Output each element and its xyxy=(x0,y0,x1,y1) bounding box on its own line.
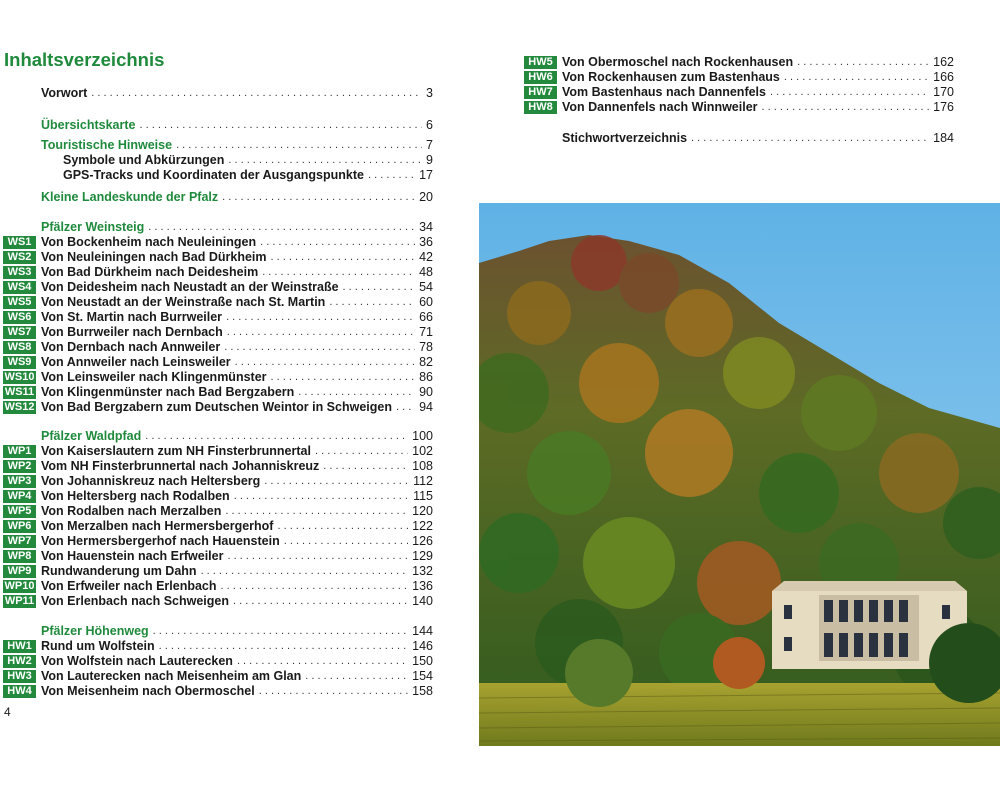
dot-leader xyxy=(221,579,409,594)
toc-entry-title: Vom Bastenhaus nach Dannenfels xyxy=(562,85,766,99)
dot-leader xyxy=(784,70,929,85)
toc-entry-title: Von Hermersbergerhof nach Hauenstein xyxy=(41,534,280,548)
toc-entry-title: Von St. Martin nach Burrweiler xyxy=(41,310,223,324)
route-code-badge: WP1 xyxy=(3,445,36,458)
dot-leader xyxy=(298,385,415,400)
toc-entry-title: Vom NH Finsterbrunnertal nach Johanniskreuz xyxy=(41,459,320,473)
toc-entry-title: Von Kaiserslautern zum NH Finsterbrunnertal xyxy=(41,444,311,458)
toc-entry-title: Von Bockenheim nach Neuleiningen xyxy=(41,235,257,249)
toc-page-number: 20 xyxy=(419,190,433,204)
toc-page-number: 66 xyxy=(419,310,433,324)
toc-entry[interactable] xyxy=(41,280,433,295)
toc-entry[interactable] xyxy=(41,654,433,669)
route-code-badge: WS8 xyxy=(3,341,36,354)
toc-entry-title: Von Rodalben nach Merzalben xyxy=(41,504,222,518)
route-code-badge: WS6 xyxy=(3,311,36,324)
toc-entry-title: Übersichtskarte xyxy=(41,118,136,132)
toc-entry[interactable] xyxy=(63,153,433,168)
toc-heading: Inhaltsverzeichnis xyxy=(4,49,165,70)
toc-entry-title: Von Klingenmünster nach Bad Bergzabern xyxy=(41,385,295,399)
toc-page-number: 158 xyxy=(412,684,433,698)
toc-page-number: 176 xyxy=(933,100,954,114)
dot-leader xyxy=(233,594,408,609)
route-code-badge: WS9 xyxy=(3,356,36,369)
route-code-badge: WS11 xyxy=(4,386,35,398)
toc-entry[interactable] xyxy=(41,400,433,415)
dot-leader xyxy=(148,220,415,235)
toc-entry[interactable] xyxy=(41,250,433,265)
toc-page-number: 48 xyxy=(419,265,433,279)
toc-entry-title: Von Bad Bergzabern zum Deutschen Weintor in Schweigen xyxy=(41,400,392,414)
route-code-badge: WP2 xyxy=(3,460,36,473)
route-code-badge: HW1 xyxy=(3,640,36,653)
route-code-badge: HW6 xyxy=(524,71,557,84)
toc-page-number: 170 xyxy=(933,85,954,99)
toc-page-number: 54 xyxy=(419,280,433,294)
toc-entry-title: Von Neustadt an der Weinstraße nach St. Martin xyxy=(41,295,326,309)
toc-page-number: 126 xyxy=(412,534,433,548)
toc-entry-title: Touristische Hinweise xyxy=(41,138,173,152)
toc-page-number: 184 xyxy=(933,131,954,145)
dot-leader xyxy=(234,489,409,504)
toc-entry-title: Von Dannenfels nach Winnweiler xyxy=(562,100,758,114)
toc-entry-title: Von Rockenhausen zum Bastenhaus xyxy=(562,70,780,84)
route-code-badge: WP6 xyxy=(3,520,36,533)
toc-page-number: 146 xyxy=(412,639,433,653)
toc-page-number: 108 xyxy=(412,459,433,473)
toc-entry-title: Von Bad Dürkheim nach Deidesheim xyxy=(41,265,259,279)
dot-leader xyxy=(159,639,408,654)
dot-leader xyxy=(260,235,415,250)
toc-page-number: 129 xyxy=(412,549,433,563)
toc-entry[interactable] xyxy=(41,325,433,340)
route-code-badge: WP4 xyxy=(3,490,36,503)
toc-page-number: 144 xyxy=(412,624,433,638)
toc-entry[interactable] xyxy=(562,85,954,100)
toc-entry[interactable] xyxy=(63,168,433,183)
toc-page-number: 82 xyxy=(419,355,433,369)
route-code-badge: HW3 xyxy=(3,670,36,683)
toc-page-number: 7 xyxy=(426,138,433,152)
toc-entry[interactable] xyxy=(41,534,433,549)
toc-page-number: 90 xyxy=(419,385,433,399)
route-code-badge: HW5 xyxy=(524,56,557,69)
dot-leader xyxy=(368,168,415,183)
toc-entry-title: Von Erlenbach nach Schweigen xyxy=(41,594,230,608)
toc-entry[interactable] xyxy=(41,295,433,310)
landscape-photo xyxy=(479,203,1000,746)
dot-leader xyxy=(329,295,415,310)
toc-entry-title: Von Meisenheim nach Obermoschel xyxy=(41,684,255,698)
toc-entry[interactable] xyxy=(41,86,433,101)
dot-leader xyxy=(222,190,415,205)
toc-entry[interactable] xyxy=(41,118,433,133)
toc-entry[interactable] xyxy=(41,459,433,474)
route-code-badge: HW2 xyxy=(3,655,36,668)
dot-leader xyxy=(396,400,415,415)
dot-leader xyxy=(770,85,929,100)
dot-leader xyxy=(140,118,423,133)
toc-entry-title: Symbole und Abkürzungen xyxy=(63,153,225,167)
route-code-badge: WP8 xyxy=(3,550,36,563)
dot-leader xyxy=(262,265,415,280)
dot-leader xyxy=(343,280,416,295)
toc-entry-title: Von Annweiler nach Leinsweiler xyxy=(41,355,231,369)
toc-entry-title: Von Leinsweiler nach Klingenmünster xyxy=(41,370,267,384)
dot-leader xyxy=(91,86,422,101)
toc-entry-title: Vorwort xyxy=(41,86,88,100)
toc-entry-title: Von Wolfstein nach Lauterecken xyxy=(41,654,233,668)
toc-page-number: 166 xyxy=(933,70,954,84)
dot-leader xyxy=(225,504,408,519)
dot-leader xyxy=(305,669,408,684)
route-code-badge: WS1 xyxy=(3,236,36,249)
dot-leader xyxy=(227,325,415,340)
page-number: 4 xyxy=(4,705,11,719)
route-code-badge: HW8 xyxy=(524,101,557,114)
toc-page-number: 34 xyxy=(419,220,433,234)
toc-page-number: 150 xyxy=(412,654,433,668)
toc-entry[interactable] xyxy=(41,370,433,385)
toc-entry-title: Von Johanniskreuz nach Heltersberg xyxy=(41,474,261,488)
toc-entry[interactable] xyxy=(41,444,433,459)
toc-page-number: 102 xyxy=(412,444,433,458)
toc-page-number: 115 xyxy=(413,489,433,503)
toc-page-number: 78 xyxy=(419,340,433,354)
route-code-badge: WP3 xyxy=(3,475,36,488)
route-code-badge: WS10 xyxy=(4,371,35,383)
toc-entry[interactable] xyxy=(41,639,433,654)
dot-leader xyxy=(224,340,415,355)
dot-leader xyxy=(259,684,408,699)
toc-entry[interactable] xyxy=(562,100,954,115)
toc-entry[interactable] xyxy=(562,131,954,146)
toc-page-number: 140 xyxy=(412,594,433,608)
toc-entry-title: Rundwanderung um Dahn xyxy=(41,564,197,578)
toc-page-number: 132 xyxy=(412,564,433,578)
toc-entry[interactable] xyxy=(41,669,433,684)
dot-leader xyxy=(797,55,929,70)
toc-page-number: 3 xyxy=(426,86,433,100)
dot-leader xyxy=(235,355,415,370)
toc-page-number: 60 xyxy=(419,295,433,309)
toc-entry-title: Stichwortverzeichnis xyxy=(562,131,688,145)
route-code-badge: WS4 xyxy=(3,281,36,294)
toc-page-number: 17 xyxy=(419,168,433,182)
toc-entry[interactable] xyxy=(41,340,433,355)
toc-entry[interactable] xyxy=(41,355,433,370)
toc-entry[interactable] xyxy=(41,489,433,504)
route-code-badge: WP5 xyxy=(3,505,36,518)
route-code-badge: WP10 xyxy=(4,580,35,592)
toc-page-number: 71 xyxy=(419,325,433,339)
toc-page-number: 100 xyxy=(412,429,433,443)
toc-page-number: 86 xyxy=(419,370,433,384)
toc-page-number: 9 xyxy=(426,153,433,167)
dot-leader xyxy=(315,444,408,459)
toc-entry[interactable] xyxy=(41,549,433,564)
dot-leader xyxy=(145,429,408,444)
toc-entry[interactable] xyxy=(41,594,433,609)
toc-entry[interactable] xyxy=(41,220,433,235)
toc-entry-title: Pfälzer Höhenweg xyxy=(41,624,149,638)
route-code-badge: WS3 xyxy=(3,266,36,279)
toc-page-number: 42 xyxy=(419,250,433,264)
dot-leader xyxy=(691,131,929,146)
toc-entry-title: Von Lauterecken nach Meisenheim am Glan xyxy=(41,669,302,683)
toc-entry-title: Rund um Wolfstein xyxy=(41,639,155,653)
toc-entry[interactable] xyxy=(41,190,433,205)
toc-entry-title: Von Erfweiler nach Erlenbach xyxy=(41,579,217,593)
toc-page-number: 6 xyxy=(426,118,433,132)
toc-entry-title: Von Neuleiningen nach Bad Dürkheim xyxy=(41,250,267,264)
toc-entry[interactable] xyxy=(41,385,433,400)
route-code-badge: WS5 xyxy=(3,296,36,309)
route-code-badge: HW7 xyxy=(524,86,557,99)
toc-entry-title: Von Dernbach nach Annweiler xyxy=(41,340,221,354)
dot-leader xyxy=(271,250,416,265)
toc-entry[interactable] xyxy=(41,265,433,280)
dot-leader xyxy=(227,549,408,564)
toc-entry[interactable] xyxy=(41,310,433,325)
dot-leader xyxy=(237,654,408,669)
dot-leader xyxy=(153,624,408,639)
toc-entry[interactable] xyxy=(562,55,954,70)
dot-leader xyxy=(762,100,930,115)
route-code-badge: WS2 xyxy=(3,251,36,264)
toc-page-number: 120 xyxy=(412,504,433,518)
route-code-badge: WP11 xyxy=(4,595,35,607)
dot-leader xyxy=(264,474,409,489)
toc-entry-title: GPS-Tracks und Koordinaten der Ausgangspunkte xyxy=(63,168,364,182)
toc-entry-title: Von Deidesheim nach Neustadt an der Weinstraße xyxy=(41,280,339,294)
toc-entry[interactable] xyxy=(41,504,433,519)
dot-leader xyxy=(323,459,408,474)
dot-leader xyxy=(226,310,415,325)
toc-entry-title: Kleine Landeskunde der Pfalz xyxy=(41,190,219,204)
toc-entry[interactable] xyxy=(41,684,433,699)
route-code-badge: WS12 xyxy=(4,401,35,413)
dot-leader xyxy=(284,534,408,549)
toc-entry[interactable] xyxy=(41,519,433,534)
dot-leader xyxy=(176,138,422,153)
dot-leader xyxy=(201,564,409,579)
toc-entry[interactable] xyxy=(41,579,433,594)
toc-entry-title: Pfälzer Weinsteig xyxy=(41,220,145,234)
toc-page-number: 36 xyxy=(419,235,433,249)
dot-leader xyxy=(277,519,408,534)
dot-leader xyxy=(228,153,422,168)
toc-entry[interactable] xyxy=(41,138,433,153)
route-code-badge: WP7 xyxy=(3,535,36,548)
dot-leader xyxy=(271,370,416,385)
toc-entry-title: Pfälzer Waldpfad xyxy=(41,429,142,443)
toc-page-number: 112 xyxy=(413,474,433,488)
toc-entry-title: Von Burrweiler nach Dernbach xyxy=(41,325,223,339)
toc-entry[interactable] xyxy=(562,70,954,85)
toc-page-number: 136 xyxy=(412,579,433,593)
toc-entry-title: Von Merzalben nach Hermersbergerhof xyxy=(41,519,274,533)
toc-entry[interactable] xyxy=(41,624,433,639)
toc-page-number: 122 xyxy=(412,519,433,533)
route-code-badge: HW4 xyxy=(3,685,36,698)
toc-page-number: 154 xyxy=(412,669,433,683)
toc-entry[interactable] xyxy=(41,235,433,250)
toc-entry-title: Von Heltersberg nach Rodalben xyxy=(41,489,230,503)
route-code-badge: WS7 xyxy=(3,326,36,339)
toc-entry[interactable] xyxy=(41,429,433,444)
toc-entry-title: Von Hauenstein nach Erfweiler xyxy=(41,549,224,563)
toc-entry[interactable] xyxy=(41,564,433,579)
toc-page-number: 162 xyxy=(933,55,954,69)
toc-entry[interactable] xyxy=(41,474,433,489)
route-code-badge: WP9 xyxy=(3,565,36,578)
toc-page-number: 94 xyxy=(419,400,433,414)
toc-entry-title: Von Obermoschel nach Rockenhausen xyxy=(562,55,794,69)
